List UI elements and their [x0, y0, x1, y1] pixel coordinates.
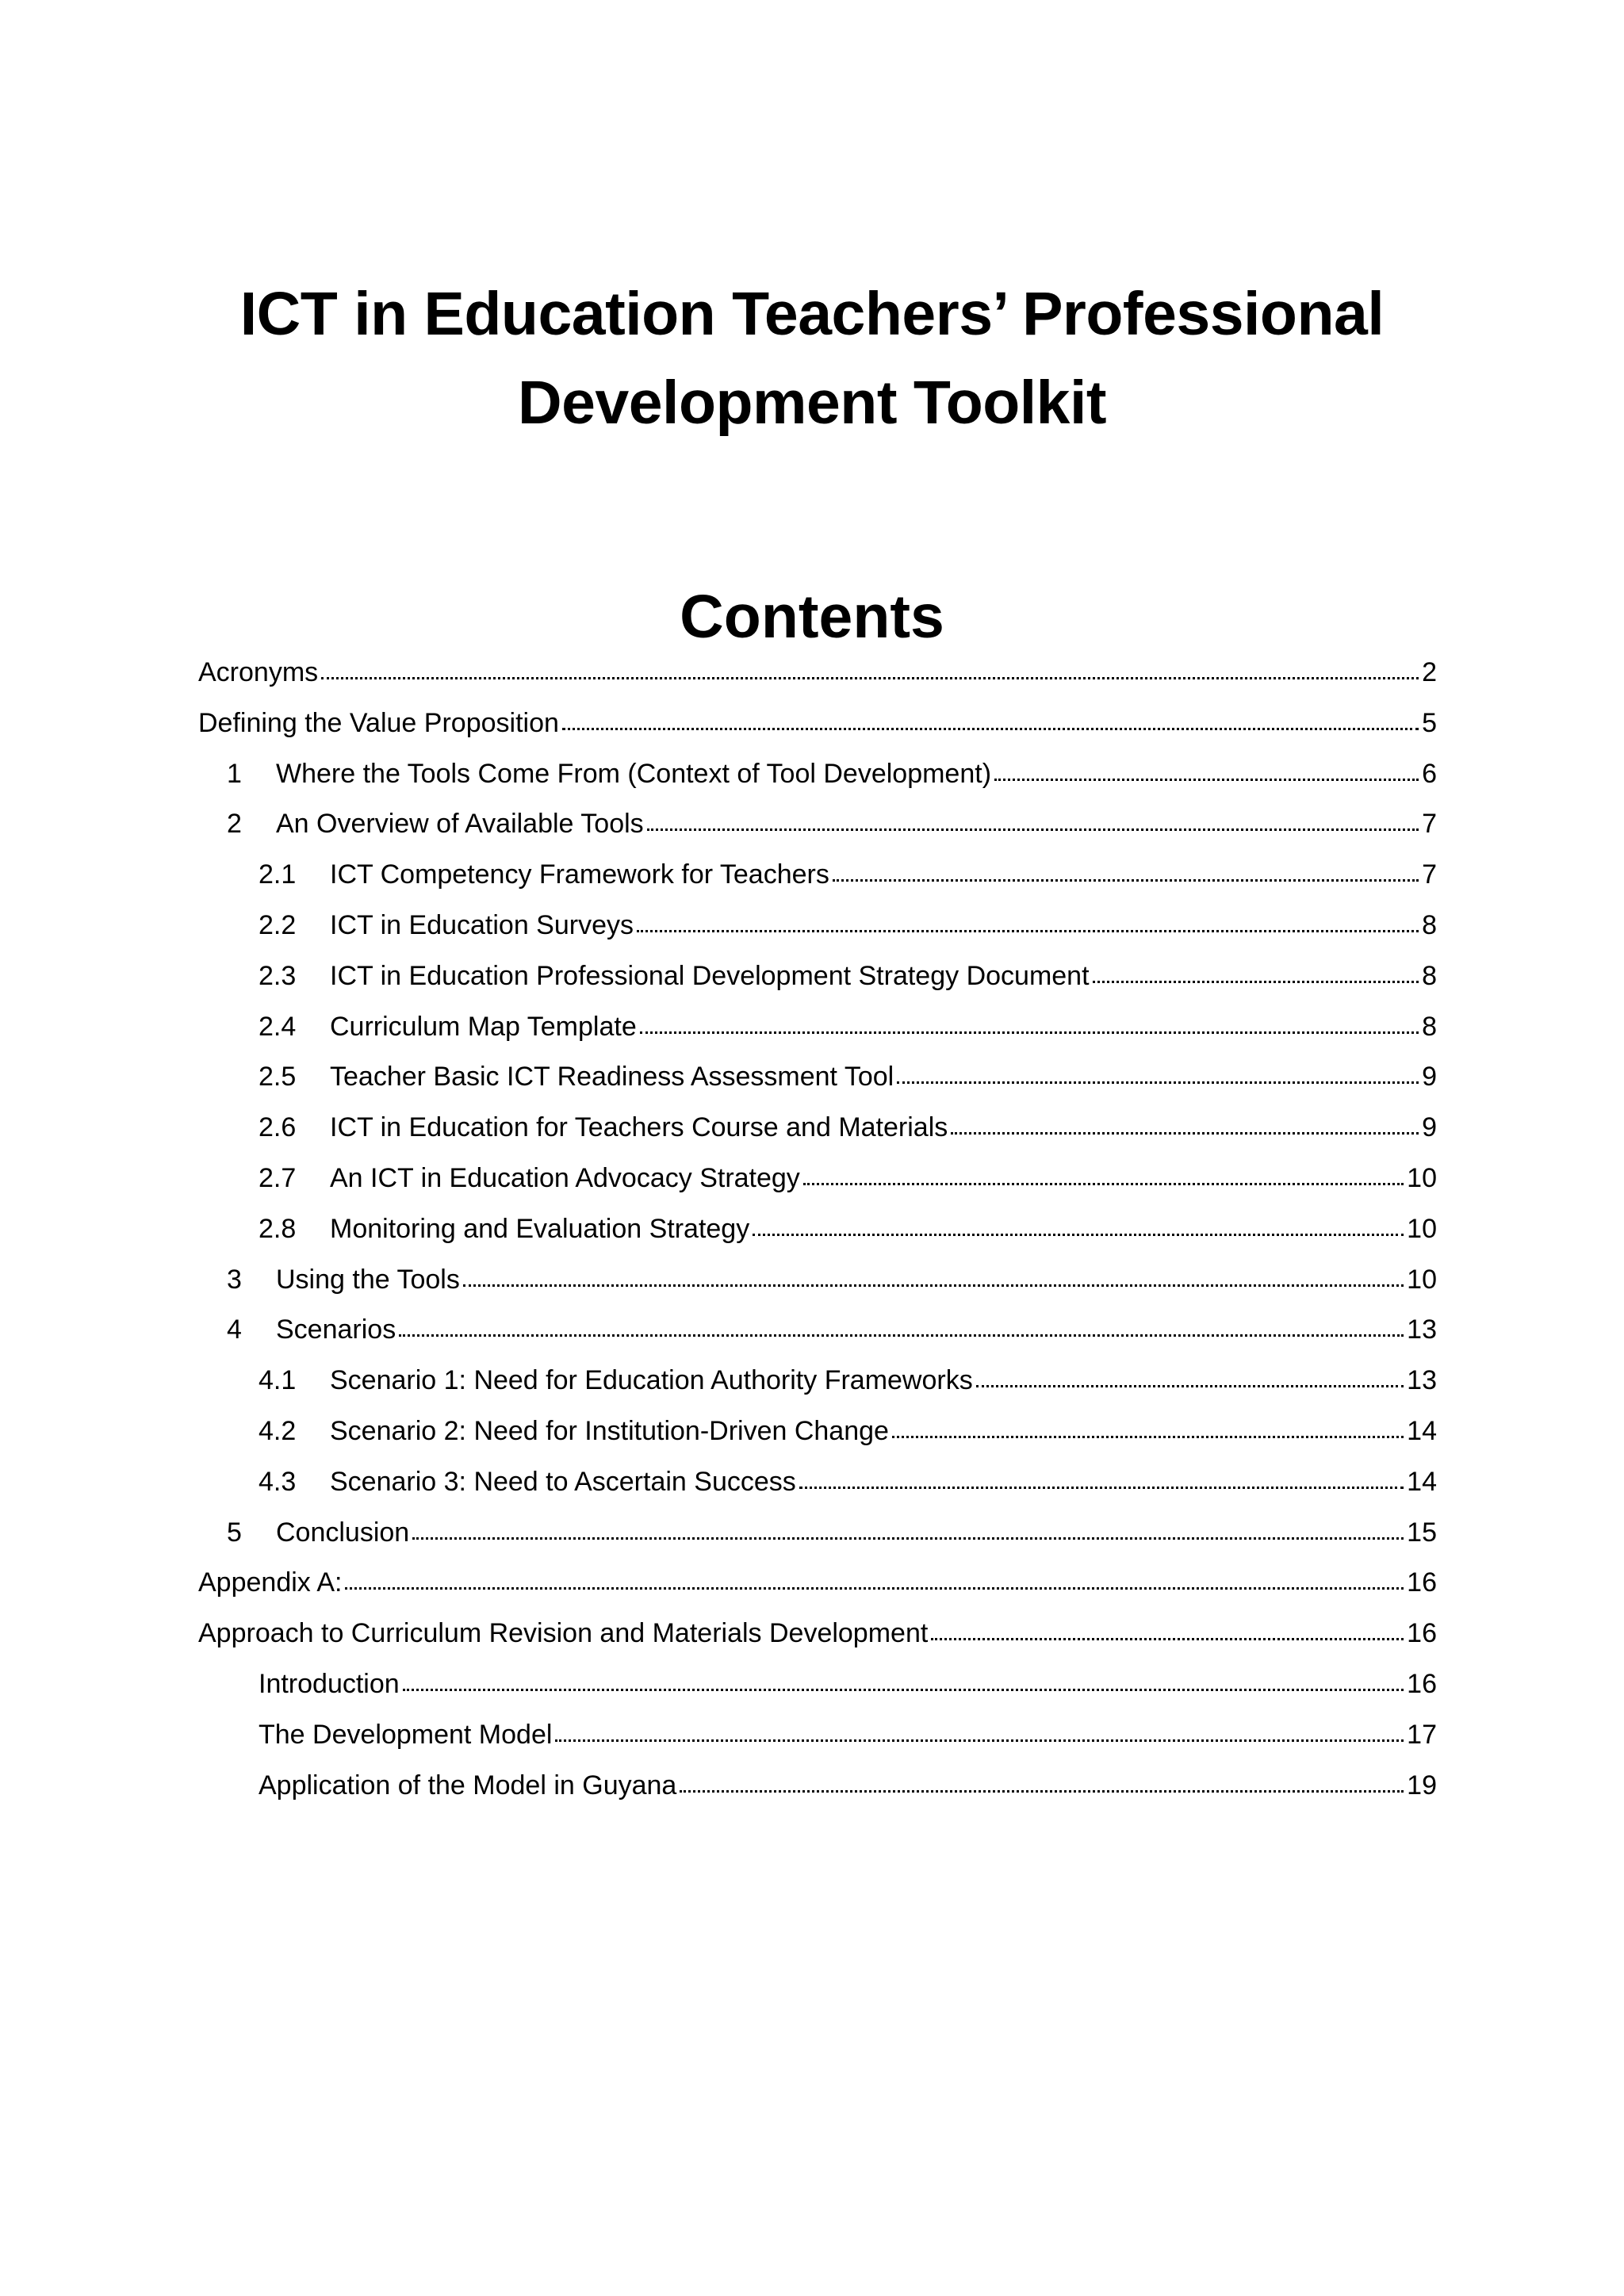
document-title-line-2: Development Toolkit	[517, 368, 1107, 437]
toc-page-number: 6	[1422, 758, 1437, 789]
toc-entry-title: Application of the Model in Guyana	[259, 1770, 677, 1800]
toc-page-number: 14	[1407, 1415, 1437, 1446]
toc-entry[interactable]	[198, 1507, 1437, 1558]
toc-dot-leader	[1093, 958, 1419, 985]
toc-entry[interactable]	[198, 1051, 1437, 1102]
toc-page-number: 19	[1407, 1770, 1437, 1800]
toc-entry-title: Approach to Curriculum Revision and Materials Development	[198, 1618, 929, 1649]
toc-entry-title: Scenario 3: Need to Ascertain Success	[330, 1466, 796, 1497]
toc-entry[interactable]	[198, 1406, 1437, 1456]
toc-dot-leader	[833, 856, 1419, 883]
toc-page-number: 16	[1407, 1668, 1437, 1699]
toc-entry-number: 4.2	[259, 1415, 297, 1446]
toc-entry[interactable]	[198, 951, 1437, 1001]
toc-dot-leader	[976, 1362, 1404, 1389]
toc-entry[interactable]	[198, 1608, 1437, 1659]
contents-heading: Contents	[680, 582, 944, 651]
toc-page-number: 10	[1407, 1162, 1437, 1193]
toc-entry-title: Scenario 1: Need for Education Authority Frameworks	[330, 1365, 973, 1396]
toc-entry-title: Scenarios	[276, 1314, 396, 1345]
toc-entry[interactable]	[198, 1456, 1437, 1507]
toc-dot-leader	[463, 1261, 1404, 1288]
toc-page-number: 17	[1407, 1719, 1437, 1750]
toc-page-number: 8	[1422, 909, 1437, 940]
toc-entry-title: ICT in Education Surveys	[330, 909, 634, 940]
toc-entry[interactable]	[198, 698, 1437, 748]
toc-entry-number: 2.3	[259, 960, 297, 991]
toc-page-number: 7	[1422, 859, 1437, 890]
toc-entry-title: Introduction	[259, 1668, 400, 1699]
toc-entry-title: An Overview of Available Tools	[276, 809, 644, 840]
toc-page-number: 16	[1407, 1567, 1437, 1598]
toc-page-number: 13	[1407, 1365, 1437, 1396]
toc-page-number: 16	[1407, 1618, 1437, 1649]
toc-entry-title: ICT Competency Framework for Teachers	[330, 859, 829, 890]
toc-entry-title: Monitoring and Evaluation Strategy	[330, 1213, 750, 1244]
toc-dot-leader	[647, 806, 1419, 832]
document-title-line-1: ICT in Education Teachers’ Professional	[239, 279, 1385, 348]
toc-entry-title: Appendix A:	[198, 1567, 343, 1598]
toc-entry-number: 2.1	[259, 859, 297, 890]
toc-entry-number: 1	[227, 758, 242, 789]
toc-dot-leader	[994, 756, 1419, 783]
toc-entry[interactable]	[198, 1557, 1437, 1608]
toc-entry-number: 2.5	[259, 1062, 297, 1093]
toc-dot-leader	[897, 1058, 1419, 1085]
toc-entry[interactable]	[198, 1153, 1437, 1203]
toc-entry-title: ICT in Education Professional Development Strategy Document	[330, 960, 1090, 991]
toc-entry-number: 2.6	[259, 1112, 297, 1143]
toc-entry-title: Where the Tools Come From (Context of Tool Development)	[276, 758, 992, 789]
toc-dot-leader	[345, 1564, 1404, 1591]
toc-dot-leader	[951, 1109, 1419, 1136]
toc-dot-leader	[562, 705, 1419, 732]
toc-dot-leader	[321, 654, 1419, 681]
toc-entry[interactable]	[198, 1355, 1437, 1406]
toc-dot-leader	[892, 1413, 1404, 1440]
toc-page-number: 8	[1422, 1011, 1437, 1042]
toc-page-number: 10	[1407, 1264, 1437, 1295]
toc-entry-title: The Development Model	[259, 1719, 553, 1750]
toc-dot-leader	[399, 1311, 1404, 1338]
toc-page-number: 14	[1407, 1466, 1437, 1497]
toc-entry-title: Curriculum Map Template	[330, 1011, 637, 1042]
toc-entry[interactable]	[198, 798, 1437, 849]
toc-entry[interactable]	[198, 849, 1437, 900]
toc-dot-leader	[555, 1716, 1404, 1743]
toc-entry[interactable]	[198, 1304, 1437, 1355]
toc-entry[interactable]	[198, 748, 1437, 799]
toc-entry[interactable]	[198, 647, 1437, 698]
toc-page-number: 10	[1407, 1213, 1437, 1244]
toc-entry-title: Using the Tools	[276, 1264, 460, 1295]
toc-entry-number: 2.4	[259, 1011, 297, 1042]
toc-entry-title: Defining the Value Proposition	[198, 707, 559, 738]
toc-page-number: 5	[1422, 707, 1437, 738]
document-title	[0, 270, 1624, 447]
toc-entry-number: 2.2	[259, 909, 297, 940]
toc-entry[interactable]	[198, 1001, 1437, 1052]
toc-entry-number: 4	[227, 1314, 242, 1345]
toc-entry[interactable]	[198, 1709, 1437, 1760]
toc-entry[interactable]	[198, 900, 1437, 951]
toc-dot-leader	[931, 1615, 1404, 1642]
toc-entry[interactable]	[198, 1102, 1437, 1153]
toc-entry-number: 5	[227, 1517, 242, 1548]
toc-entry[interactable]	[198, 1203, 1437, 1254]
toc-entry-number: 2.8	[259, 1213, 297, 1244]
toc-entry[interactable]	[198, 1254, 1437, 1305]
toc-entry-title: Acronyms	[198, 657, 319, 687]
toc-entry[interactable]	[198, 1760, 1437, 1811]
toc-entry-number: 4.1	[259, 1365, 297, 1396]
toc-entry-title: ICT in Education for Teachers Course and Materials	[330, 1112, 948, 1143]
toc-page-number: 2	[1422, 657, 1437, 687]
toc-dot-leader	[412, 1514, 1404, 1541]
toc-page-number: 7	[1422, 809, 1437, 840]
table-of-contents	[198, 647, 1437, 1810]
toc-dot-leader	[403, 1666, 1404, 1693]
toc-entry-number: 3	[227, 1264, 242, 1295]
toc-entry-number: 4.3	[259, 1466, 297, 1497]
toc-entry-title: Conclusion	[276, 1517, 410, 1548]
toc-dot-leader	[640, 1008, 1419, 1035]
toc-entry-number: 2	[227, 809, 242, 840]
toc-entry-title: Scenario 2: Need for Institution-Driven Change	[330, 1415, 889, 1446]
toc-entry-title: Teacher Basic ICT Readiness Assessment Tool	[330, 1062, 894, 1093]
toc-dot-leader	[753, 1211, 1404, 1238]
toc-page-number: 8	[1422, 960, 1437, 991]
toc-page-number: 13	[1407, 1314, 1437, 1345]
toc-dot-leader	[799, 1464, 1404, 1490]
toc-entry-title: An ICT in Education Advocacy Strategy	[330, 1162, 800, 1193]
toc-page-number: 15	[1407, 1517, 1437, 1548]
toc-page-number: 9	[1422, 1112, 1437, 1143]
toc-dot-leader	[637, 907, 1419, 934]
toc-dot-leader	[803, 1160, 1404, 1187]
toc-page-number: 9	[1422, 1062, 1437, 1093]
toc-dot-leader	[680, 1767, 1404, 1794]
toc-entry-number: 2.7	[259, 1162, 297, 1193]
toc-entry[interactable]	[198, 1659, 1437, 1709]
